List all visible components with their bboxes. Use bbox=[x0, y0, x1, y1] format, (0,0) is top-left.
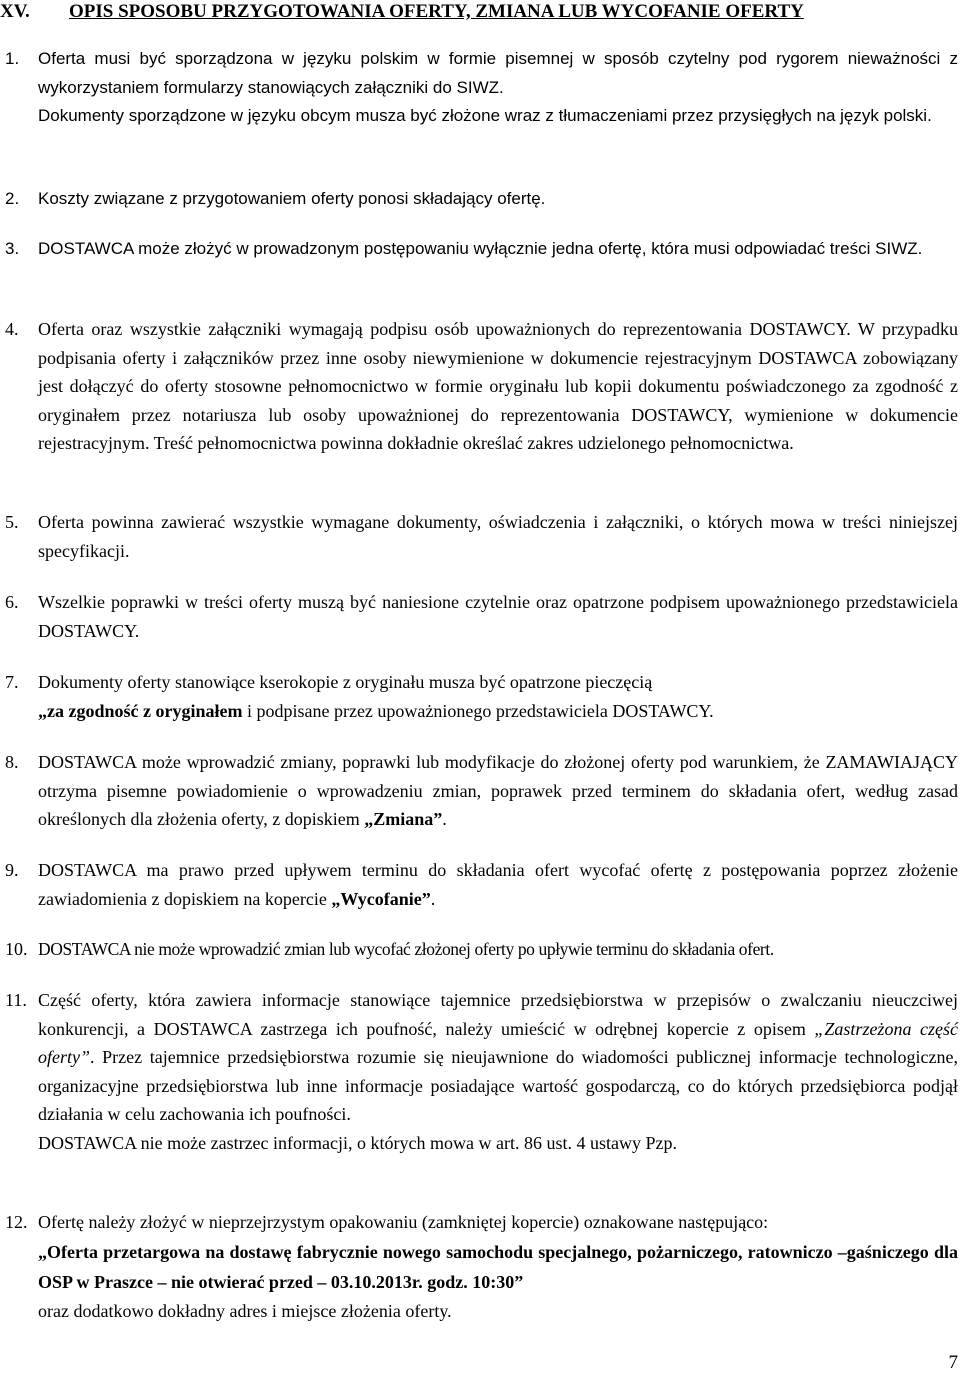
item-text: i podpisane przez upoważnionego przedstawiciela DOSTAWCY. bbox=[242, 700, 714, 721]
item-paragraph: Dokumenty sporządzone w języku obcym musza być złożone wraz z tłumaczeniami przez przysięgłych na język polski. bbox=[38, 106, 932, 125]
item-number: 2. bbox=[5, 189, 20, 208]
item-paragraph: Wszelkie poprawki w treści oferty muszą być naniesione czytelnie oraz opatrzone podpisem upoważnionego przedstawiciela DOSTAWCY. bbox=[38, 592, 958, 641]
item-paragraph: DOSTAWCA nie może zastrzec informacji, o których mowa w art. 86 ust. 4 ustawy Pzp. bbox=[38, 1132, 677, 1153]
list-item-9 bbox=[0, 856, 958, 913]
item-body bbox=[38, 235, 958, 264]
item-body bbox=[38, 935, 958, 964]
item-body bbox=[38, 588, 958, 645]
item-number: 8. bbox=[5, 752, 19, 772]
item-paragraph: Oferta powinna zawierać wszystkie wymagane dokumenty, oświadczenia i załączniki, o których mowa w treści niniejszej specyfikacji. bbox=[38, 512, 958, 561]
item-body bbox=[38, 856, 958, 913]
item-body bbox=[38, 185, 958, 214]
item-paragraph: Oferta oraz wszystkie załączniki wymagają podpisu osób upoważnionych do reprezentowania DOSTAWCY. W przypadku podpisania oferty i załączników przez inne osoby niewymienione w dokumencie rejestracyjnym DOSTAWCA zobowiązany jest dołączyć do oferty stosowne pełnomocnictwo w formie oryginału lub kopii dokumentu poświadczonego za zgodność z oryginałem przez notariusza lub osoby upoważnionej do reprezentowania DOSTAWCY, wymienione w dokumencie rejestracyjnym. Treść pełnomocnictwa powinna dokładnie określać zakres udzielonego pełnomocnictwa. bbox=[38, 319, 958, 453]
page-number: 7 bbox=[948, 1352, 958, 1373]
list-item-10 bbox=[0, 935, 958, 964]
item-body bbox=[38, 315, 958, 458]
item-paragraph bbox=[38, 748, 958, 834]
emphasis-text: „za zgodność z oryginałem bbox=[38, 700, 243, 721]
item-text: Dokumenty oferty stanowiące kserokopie z oryginału musza być opatrzone pieczęcią bbox=[38, 672, 653, 692]
list-item-3 bbox=[0, 235, 958, 264]
item-paragraph: Ofertę należy złożyć w nieprzejrzystym opakowaniu (zamkniętej kopercie) oznakowane następująco: bbox=[38, 1212, 769, 1232]
item-body bbox=[38, 748, 958, 834]
item-number: 4. bbox=[5, 319, 19, 339]
item-paragraph: DOSTAWCA może złożyć w prowadzonym postępowaniu wyłącznie jedna ofertę, która musi odpowiadać treści SIWZ. bbox=[38, 239, 923, 258]
item-paragraph bbox=[38, 668, 958, 725]
item-paragraph bbox=[38, 986, 958, 1129]
item-paragraph: Koszty związane z przygotowaniem oferty ponosi składający ofertę. bbox=[38, 189, 546, 208]
item-number: 6. bbox=[5, 592, 19, 612]
list-item-1 bbox=[0, 45, 958, 131]
item-number: 1. bbox=[5, 49, 20, 68]
item-number: 11. bbox=[5, 990, 27, 1010]
item-paragraph: Oferta musi być sporządzona w języku polskim w formie pisemnej w sposób czytelny pod rygorem nieważności z wykorzystaniem formularzy stanowiących załączniki do SIWZ. bbox=[38, 49, 958, 97]
item-number: 5. bbox=[5, 512, 19, 532]
list-item-6 bbox=[0, 588, 958, 645]
item-number: 9. bbox=[5, 860, 19, 880]
item-text: . bbox=[430, 888, 436, 909]
list-item-5 bbox=[0, 508, 958, 565]
item-text: Część oferty, która zawiera informacje stanowiące tajemnice przedsiębiorstwa w przepisów o zwalczaniu nieuczciwej konkurencji, a DOSTAWCA zastrzega ich poufność, należy umieścić w odrębnej kopercie z opisem bbox=[38, 990, 958, 1039]
item-body bbox=[38, 1208, 958, 1325]
section-number: XV. bbox=[0, 1, 30, 22]
item-text: DOSTAWCA ma prawo przed upływem terminu do składania ofert wycofać ofertę z postępowania poprzez złożenie zawiadomienia z dopiskiem na kopercie bbox=[38, 860, 958, 909]
emphasis-text: „Zastrzeżona część oferty” bbox=[38, 1018, 958, 1067]
item-paragraph: oraz dodatkowo dokładny adres i miejsce złożenia oferty. bbox=[38, 1300, 452, 1321]
list-item-11 bbox=[0, 986, 958, 1157]
list-item-2 bbox=[0, 185, 958, 214]
list-item-12 bbox=[0, 1208, 958, 1325]
section-title: OPIS SPOSOBU PRZYGOTOWANIA OFERTY, ZMIANA LUB WYCOFANIE OFERTY bbox=[69, 1, 804, 22]
item-paragraph bbox=[38, 856, 958, 913]
item-number: 7. bbox=[5, 672, 19, 692]
item-text: . Przez tajemnice przedsiębiorstwa rozumie się nieujawnione do wiadomości publicznej informacje technologiczne, organizacyjne przedsiębiorstwa lub inne informacje posiadające wartość gospodarczą, co do których przedsiębiorca podjął działania w celu zachowania ich poufności. bbox=[38, 1047, 958, 1124]
emphasis-text: „Zmiana” bbox=[364, 809, 443, 829]
item-body bbox=[38, 986, 958, 1157]
list-item-4 bbox=[0, 315, 958, 458]
item-body bbox=[38, 668, 958, 725]
item-number: 10. bbox=[5, 939, 28, 959]
item-number: 3. bbox=[5, 239, 20, 258]
item-text: . bbox=[442, 809, 447, 829]
item-paragraph: DOSTAWCA nie może wprowadzić zmian lub wycofać złożonej oferty po upływie terminu do składania ofert. bbox=[38, 939, 774, 959]
list-item-7 bbox=[0, 668, 958, 725]
envelope-label: „Oferta przetargowa na dostawę fabrycznie nowego samochodu specjalnego, pożarniczego, ratowniczo –gaśniczego dla OSP w Praszce – nie otwierać przed – 03.10.2013r. godz. 10:30” bbox=[38, 1241, 958, 1292]
emphasis-text: „Wycofanie” bbox=[331, 888, 431, 909]
list-item-8 bbox=[0, 748, 958, 834]
item-text: DOSTAWCA może wprowadzić zmiany, poprawki lub modyfikacje do złożonej oferty pod warunkiem, że ZAMAWIAJĄCY otrzyma pisemne powiadomienie o wprowadzeniu zmian, poprawek przed terminem do składania ofert, według zasad określonych dla złożenia oferty, z dopiskiem bbox=[38, 752, 958, 829]
item-body bbox=[38, 508, 958, 565]
item-body bbox=[38, 45, 958, 131]
item-number: 12. bbox=[5, 1212, 28, 1232]
